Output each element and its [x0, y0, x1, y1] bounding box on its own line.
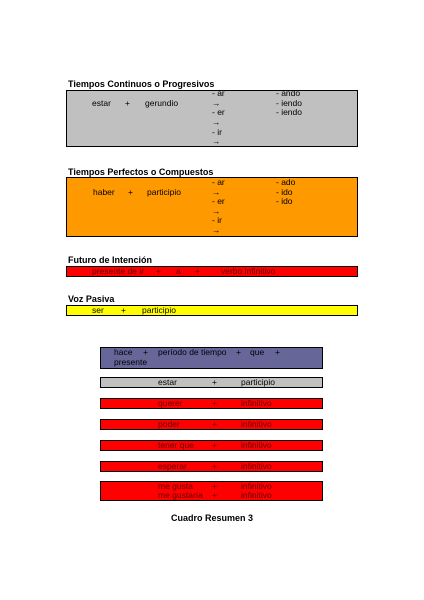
figure-caption: Cuadro Resumen 3: [170, 513, 254, 523]
futuro-bar: [66, 266, 358, 277]
summary-verb: me gustaría: [158, 490, 203, 500]
stem-er: - er: [212, 107, 225, 118]
heading-voz-pasiva: Voz Pasiva: [68, 294, 115, 304]
plus-sign: +: [156, 266, 161, 276]
plus-sign: +: [143, 347, 148, 357]
ending-ado: - ado: [276, 177, 296, 188]
ending-ido: - ido: [276, 196, 293, 207]
ending-iendo: - iendo: [276, 107, 302, 118]
endings-column: [276, 89, 302, 118]
stem-er: - er: [212, 196, 225, 207]
heading-tiempos-continuos: Tiempos Continuos o Progresivos: [68, 79, 215, 89]
stems-column: [212, 178, 225, 235]
plus-sign: +: [121, 305, 126, 315]
summary-row-tener-que: [100, 440, 323, 451]
formula-part: verbo infinitivo: [221, 266, 276, 276]
summary-verb: estar: [158, 377, 177, 387]
summary-complement: infinitivo: [241, 490, 272, 500]
verb-form: gerundio: [145, 97, 179, 108]
plus-sign: +: [212, 377, 217, 387]
pasiva-bar: [66, 305, 358, 316]
summary-row-poder: [100, 419, 323, 430]
heading-tiempos-perfectos: Tiempos Perfectos o Compuestos: [68, 167, 214, 177]
summary-complement: infinitivo: [241, 419, 272, 429]
plus-sign: +: [125, 97, 130, 108]
arrow-icon: →: [212, 224, 221, 235]
plus-sign: +: [212, 490, 217, 500]
ending-iendo: - iendo: [276, 97, 302, 108]
formula-part: presente de ir: [92, 266, 144, 276]
plus-sign: +: [275, 347, 280, 357]
plus-sign: +: [195, 266, 200, 276]
stem-ar: - ar: [212, 88, 225, 99]
summary-verb: me gusta: [158, 481, 193, 491]
stem-ir: - ir: [212, 126, 222, 137]
arrow-icon: →: [212, 97, 221, 108]
arrow-icon: →: [212, 136, 221, 147]
ending-ido: - ido: [276, 186, 293, 197]
summary-complement: infinitivo: [241, 481, 272, 491]
plus-sign: +: [212, 419, 217, 429]
stems-column: [212, 89, 225, 147]
summary-row-esperar: [100, 461, 323, 472]
summary-complement: infinitivo: [241, 398, 272, 408]
hace-que-box: [100, 347, 323, 369]
stem-ir: - ir: [212, 215, 222, 226]
auxiliary-verb: haber: [93, 186, 115, 197]
continuos-box: [66, 90, 358, 147]
summary-verb: poder: [158, 419, 180, 429]
formula-part: presente: [114, 356, 148, 367]
perfectos-box: [66, 177, 358, 237]
plus-sign: +: [236, 347, 241, 357]
summary-row-querer: [100, 398, 323, 409]
endings-column: [276, 178, 295, 207]
plus-sign: +: [212, 481, 217, 491]
formula-part: período de tiempo: [158, 347, 227, 357]
summary-row-estar: [100, 377, 323, 388]
ending-ando: - ando: [276, 88, 301, 99]
summary-verb: esperar: [158, 461, 187, 471]
summary-row-me-gusta: [100, 481, 323, 501]
arrow-icon: →: [212, 205, 221, 216]
plus-sign: +: [128, 186, 133, 197]
stem-ar: - ar: [212, 177, 225, 188]
summary-complement: infinitivo: [241, 440, 272, 450]
arrow-icon: →: [212, 116, 221, 127]
plus-sign: +: [212, 440, 217, 450]
plus-sign: +: [212, 461, 217, 471]
verb-form: participio: [147, 186, 182, 197]
plus-sign: +: [212, 398, 217, 408]
summary-complement: participio: [241, 377, 276, 387]
formula-part: a: [176, 266, 181, 276]
summary-verb: tener que: [158, 440, 194, 450]
formula-part: hace: [114, 347, 133, 357]
summary-verb: querer: [158, 398, 183, 408]
summary-complement: infinitivo: [241, 461, 272, 471]
arrow-icon: →: [212, 186, 221, 197]
formula-part: participio: [142, 305, 177, 315]
formula-part: ser: [92, 305, 104, 315]
heading-futuro-intencion: Futuro de Intención: [68, 255, 152, 265]
auxiliary-verb: estar: [92, 97, 111, 108]
formula-part: que: [250, 347, 265, 357]
